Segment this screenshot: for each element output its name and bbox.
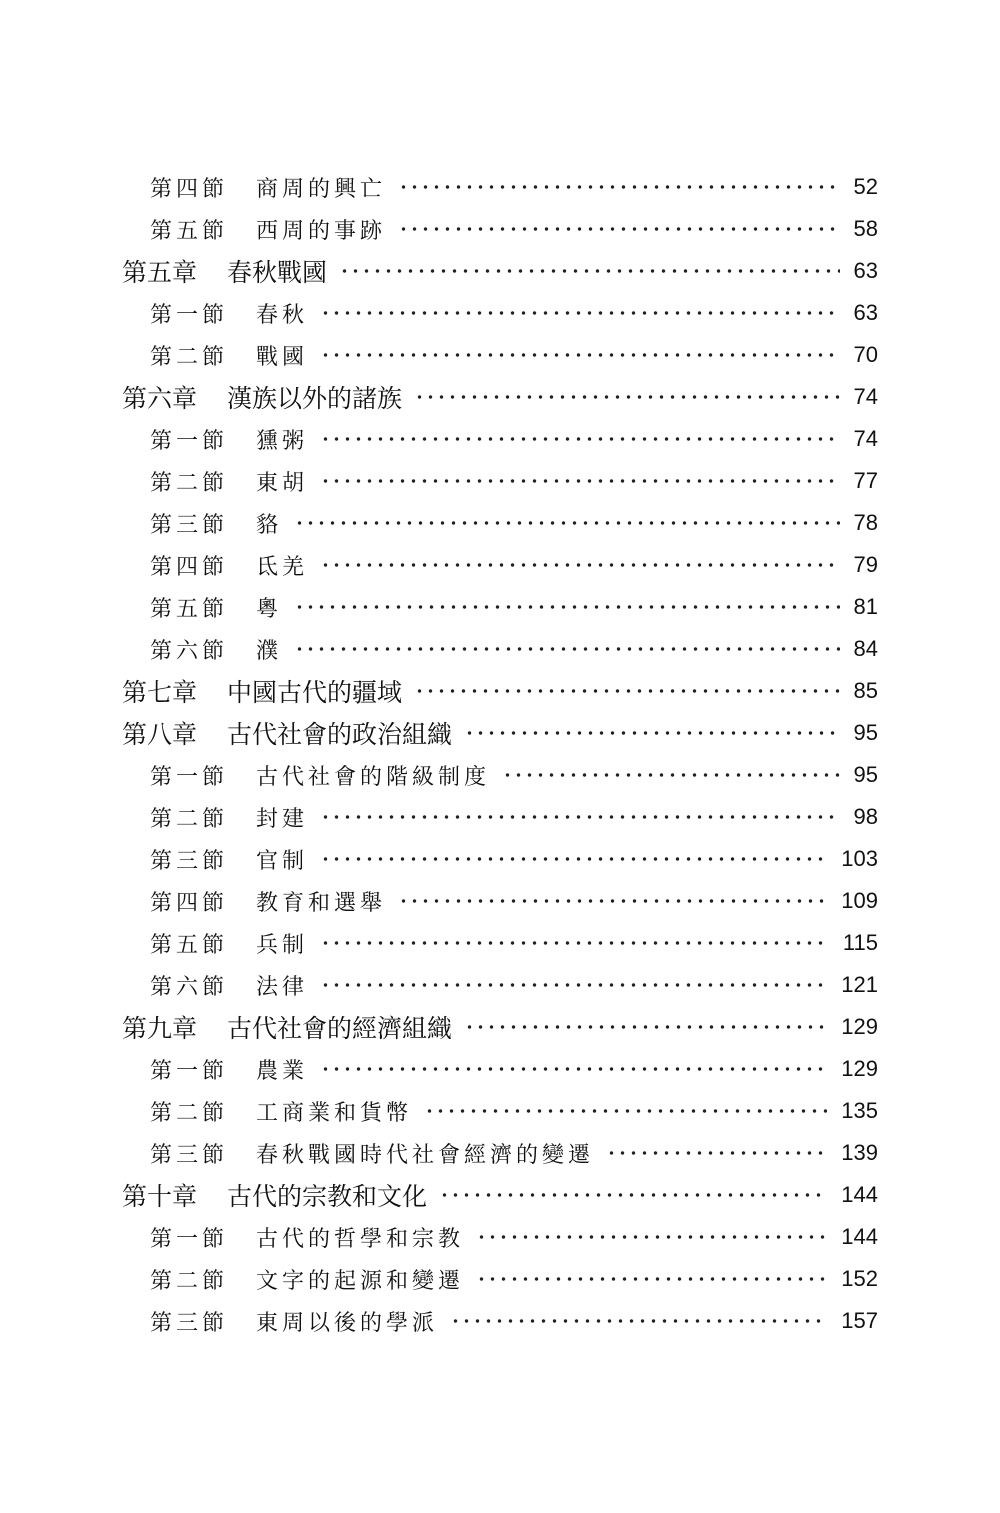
toc-entry-label: 第六節 — [150, 638, 229, 664]
toc-entry-page-number: 52 — [853, 174, 878, 199]
toc-entry-title: 春秋戰國 — [227, 258, 328, 287]
dot-leader — [476, 1268, 827, 1290]
toc-entry-title: 工商業和貨幣 — [256, 1100, 413, 1126]
table-of-contents — [0, 166, 1000, 1342]
toc-section-entry — [0, 628, 1000, 670]
toc-entry-label: 第三節 — [150, 1142, 229, 1168]
toc-section-entry — [0, 1258, 1000, 1300]
toc-entry-page-number: 152 — [841, 1266, 878, 1291]
toc-entry-label: 第五節 — [150, 218, 229, 244]
dot-leader — [294, 512, 839, 534]
toc-entry-label: 第二節 — [150, 470, 229, 496]
toc-entry-title: 春秋戰國時代社會經濟的變遷 — [256, 1142, 595, 1168]
toc-entry-page-number: 77 — [853, 468, 878, 493]
dot-leader — [398, 890, 827, 912]
dot-leader — [339, 260, 839, 282]
toc-entry-page-number: 63 — [853, 300, 878, 325]
toc-entry-label: 第五節 — [150, 596, 229, 622]
toc-entry-label: 第五章 — [122, 258, 198, 287]
dot-leader — [414, 386, 839, 408]
toc-entry-title: 貉 — [256, 512, 283, 538]
toc-entry-title: 中國古代的疆域 — [227, 678, 403, 707]
dot-leader — [320, 302, 839, 324]
dot-leader — [398, 218, 839, 240]
toc-entry-label: 第四節 — [150, 554, 229, 580]
toc-section-entry — [0, 418, 1000, 460]
dot-leader — [320, 848, 827, 870]
toc-entry-page-number: 84 — [853, 636, 878, 661]
toc-entry-title: 東周以後的學派 — [256, 1310, 439, 1336]
toc-entry-title: 教育和選舉 — [256, 890, 387, 916]
toc-entry-title: 農業 — [256, 1058, 309, 1084]
toc-entry-page-number: 85 — [853, 678, 878, 703]
toc-entry-title: 漢族以外的諸族 — [227, 384, 403, 413]
dot-leader — [414, 680, 839, 702]
toc-chapter-entry — [0, 712, 1000, 754]
toc-section-entry — [0, 544, 1000, 586]
toc-section-entry — [0, 292, 1000, 334]
toc-entry-label: 第十章 — [122, 1182, 198, 1211]
toc-entry-title: 古代的宗教和文化 — [227, 1182, 428, 1211]
dot-leader — [320, 554, 839, 576]
toc-section-entry — [0, 964, 1000, 1006]
toc-entry-title: 官制 — [256, 848, 309, 874]
toc-entry-title: 古代社會的政治組織 — [227, 720, 453, 749]
toc-entry-title: 粵 — [256, 596, 283, 622]
toc-entry-page-number: 115 — [842, 930, 878, 955]
toc-section-entry — [0, 208, 1000, 250]
dot-leader — [320, 470, 839, 492]
dot-leader — [424, 1100, 827, 1122]
toc-section-entry — [0, 754, 1000, 796]
toc-entry-label: 第一節 — [150, 428, 229, 454]
toc-section-entry — [0, 1090, 1000, 1132]
toc-entry-title: 封建 — [256, 806, 309, 832]
toc-section-entry — [0, 460, 1000, 502]
toc-entry-label: 第八章 — [122, 720, 198, 749]
toc-entry-label: 第六章 — [122, 384, 198, 413]
dot-leader — [464, 722, 839, 744]
toc-entry-label: 第三節 — [150, 848, 229, 874]
dot-leader — [398, 176, 839, 198]
dot-leader — [320, 806, 839, 828]
dot-leader — [320, 1058, 827, 1080]
toc-section-entry — [0, 880, 1000, 922]
toc-entry-label: 第四節 — [150, 890, 229, 916]
dot-leader — [476, 1226, 827, 1248]
dot-leader — [320, 428, 839, 450]
toc-entry-label: 第二節 — [150, 344, 229, 370]
toc-entry-page-number: 109 — [841, 888, 878, 913]
toc-entry-title: 春秋 — [256, 302, 309, 328]
toc-chapter-entry — [0, 670, 1000, 712]
dot-leader — [502, 764, 839, 786]
toc-section-entry — [0, 922, 1000, 964]
dot-leader — [450, 1310, 827, 1332]
toc-entry-page-number: 144 — [841, 1224, 878, 1249]
toc-entry-page-number: 63 — [853, 258, 878, 283]
toc-entry-title: 文字的起源和變遷 — [256, 1268, 465, 1294]
dot-leader — [439, 1184, 827, 1206]
toc-entry-title: 古代的哲學和宗教 — [256, 1226, 465, 1252]
toc-entry-page-number: 135 — [841, 1098, 878, 1123]
toc-entry-title: 戰國 — [256, 344, 309, 370]
toc-entry-page-number: 78 — [853, 510, 878, 535]
toc-entry-page-number: 79 — [853, 552, 878, 577]
toc-entry-page-number: 98 — [853, 804, 878, 829]
toc-chapter-entry — [0, 1006, 1000, 1048]
dot-leader — [320, 932, 829, 954]
toc-entry-page-number: 129 — [841, 1056, 878, 1081]
toc-entry-page-number: 129 — [841, 1014, 878, 1039]
toc-section-entry — [0, 1300, 1000, 1342]
toc-entry-label: 第一節 — [150, 302, 229, 328]
toc-entry-label: 第二節 — [150, 806, 229, 832]
toc-entry-label: 第九章 — [122, 1014, 198, 1043]
toc-entry-page-number: 58 — [853, 216, 878, 241]
toc-entry-label: 第六節 — [150, 974, 229, 1000]
toc-entry-page-number: 74 — [853, 384, 878, 409]
toc-chapter-entry — [0, 1174, 1000, 1216]
toc-section-entry — [0, 166, 1000, 208]
toc-entry-label: 第七章 — [122, 678, 198, 707]
toc-entry-label: 第三節 — [150, 1310, 229, 1336]
toc-chapter-entry — [0, 250, 1000, 292]
toc-section-entry — [0, 1048, 1000, 1090]
toc-entry-label: 第一節 — [150, 764, 229, 790]
toc-entry-title: 獯粥 — [256, 428, 309, 454]
toc-entry-title: 古代社會的階級制度 — [256, 764, 491, 790]
dot-leader — [294, 638, 839, 660]
toc-entry-label: 第二節 — [150, 1100, 229, 1126]
toc-entry-title: 法律 — [256, 974, 309, 1000]
toc-entry-page-number: 81 — [853, 594, 878, 619]
toc-entry-title: 濮 — [256, 638, 283, 664]
toc-entry-label: 第四節 — [150, 176, 229, 202]
toc-section-entry — [0, 1216, 1000, 1258]
toc-entry-title: 商周的興亡 — [256, 176, 387, 202]
toc-entry-page-number: 74 — [853, 426, 878, 451]
dot-leader — [320, 344, 839, 366]
dot-leader — [464, 1016, 827, 1038]
toc-entry-page-number: 95 — [853, 762, 878, 787]
toc-entry-label: 第一節 — [150, 1226, 229, 1252]
toc-section-entry — [0, 796, 1000, 838]
toc-entry-title: 古代社會的經濟組織 — [227, 1014, 453, 1043]
toc-entry-page-number: 121 — [841, 972, 878, 997]
toc-entry-label: 第五節 — [150, 932, 229, 958]
toc-entry-title: 氐羌 — [256, 554, 309, 580]
toc-entry-label: 第三節 — [150, 512, 229, 538]
toc-entry-page-number: 157 — [841, 1308, 878, 1333]
toc-entry-label: 第二節 — [150, 1268, 229, 1294]
toc-entry-title: 西周的事跡 — [256, 218, 387, 244]
dot-leader — [606, 1142, 827, 1164]
toc-section-entry — [0, 586, 1000, 628]
dot-leader — [294, 596, 839, 618]
toc-entry-page-number: 144 — [841, 1182, 878, 1207]
toc-entry-title: 兵制 — [256, 932, 309, 958]
toc-entry-label: 第一節 — [150, 1058, 229, 1084]
toc-section-entry — [0, 502, 1000, 544]
toc-section-entry — [0, 838, 1000, 880]
toc-section-entry — [0, 334, 1000, 376]
toc-entry-title: 東胡 — [256, 470, 309, 496]
toc-entry-page-number: 139 — [841, 1140, 878, 1165]
toc-entry-page-number: 103 — [841, 846, 878, 871]
toc-entry-page-number: 95 — [853, 720, 878, 745]
toc-chapter-entry — [0, 376, 1000, 418]
dot-leader — [320, 974, 827, 996]
toc-section-entry — [0, 1132, 1000, 1174]
toc-entry-page-number: 70 — [853, 342, 878, 367]
